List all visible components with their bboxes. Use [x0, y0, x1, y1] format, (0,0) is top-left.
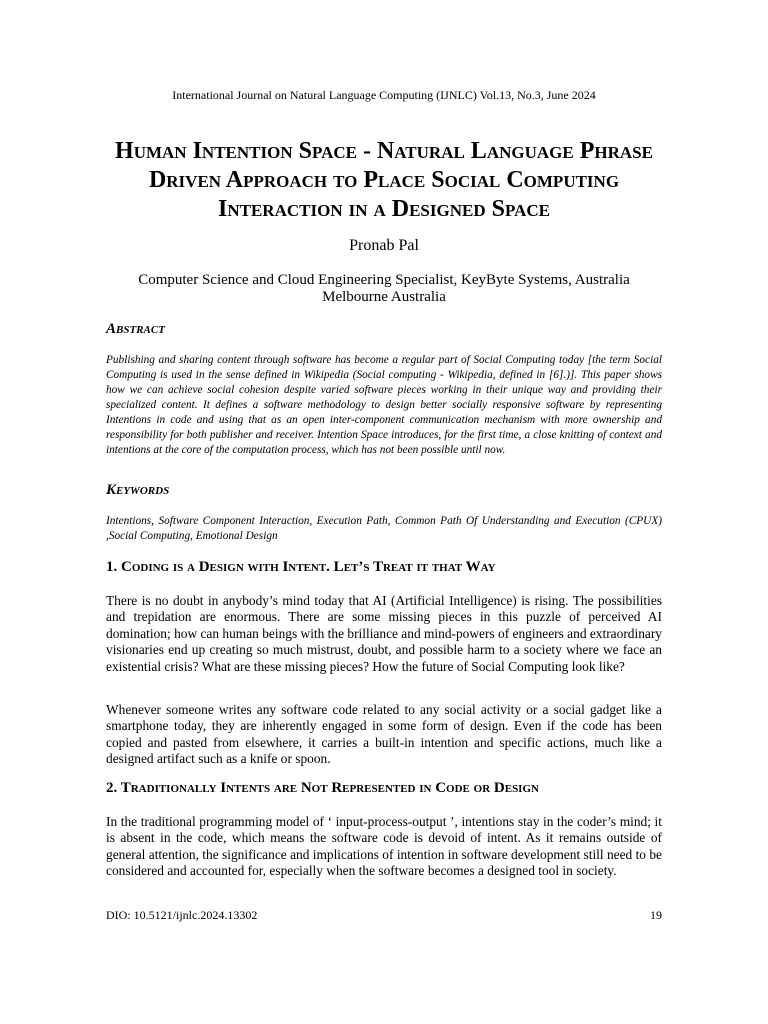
section-1-heading: 1. Coding is a Design with Intent. Let’s Treat it that Way: [106, 559, 496, 575]
author-name: Pronab Pal: [349, 237, 419, 254]
section-1-paragraph-1: There is no doubt in anybody’s mind today that AI (Artificial Intelligence) is rising. The possibilities and trepidation are enormous. There are some missing pieces in this puzzle of perceived AI domination; how can human beings with the brilliance and mind-powers of engineers and extraordinary visionaries end up creating so much mistrust, doubt, and possible harm to a society where we face an existential crisis? What are these missing pieces? How the future of Social Computing look like?: [106, 593, 662, 674]
page-number: 19: [650, 908, 662, 922]
journal-header: International Journal on Natural Language Computing (IJNLC) Vol.13, No.3, June 2024: [172, 88, 596, 102]
affiliation-line-1: Computer Science and Cloud Engineering Specialist, KeyByte Systems, Australia: [138, 272, 630, 288]
section-1-paragraph-2: Whenever someone writes any software code related to any social activity or a social gadget like a smartphone today, they are inherently engaged in some form of design. Even if the code has been copied and pasted from elsewhere, it carries a built-in intention and specific actions, much like a designed artifact such as a knife or spoon.: [106, 702, 662, 767]
paper-title: Human Intention Space - Natural Language Phrase Driven Approach to Place Social Computing Interaction in a Designed Space: [115, 138, 653, 222]
section-2-paragraph-1: In the traditional programming model of ‘ input-process-output ’, intentions stay in the coder’s mind; it is absent in the code, which means the software code is devoid of intent. As it remains outside of general attention, the significance and implications of intention in software development still need to be considered and accounted for, especially when the software becomes a designed tool in society.: [106, 814, 662, 879]
affiliation-line-2: Melbourne Australia: [322, 289, 446, 305]
abstract-text: Publishing and sharing content through software has become a regular part of Social Computing today [the term Social Computing is used in the sense defined in Wikipedia (Social computing - Wikipedia, defined in [6].)]. This paper shows how we can achieve social cohesion despite varied software pieces working in their unique way and providing their specialized content. It defines a software methodology to design better socially responsive software by representing Intentions in code and using that as an open inter-component communication mechanism with more ownership and responsibility for both publisher and receiver. Intention Space introduces, for the first time, a close knitting of context and intentions at the core of the computation process, which has not been possible until now.: [106, 354, 662, 456]
section-2-heading: 2. Traditionally Intents are Not Represented in Code or Design: [106, 780, 539, 796]
doi-footer: DIO: 10.5121/ijnlc.2024.13302: [106, 908, 258, 922]
keywords-heading: Keywords: [106, 482, 170, 498]
keywords-text: Intentions, Software Component Interaction, Execution Path, Common Path Of Understanding and Execution (CPUX) ,Social Computing, Emotional Design: [106, 515, 662, 542]
abstract-heading: Abstract: [106, 321, 165, 337]
author-affiliation: [110, 272, 658, 306]
